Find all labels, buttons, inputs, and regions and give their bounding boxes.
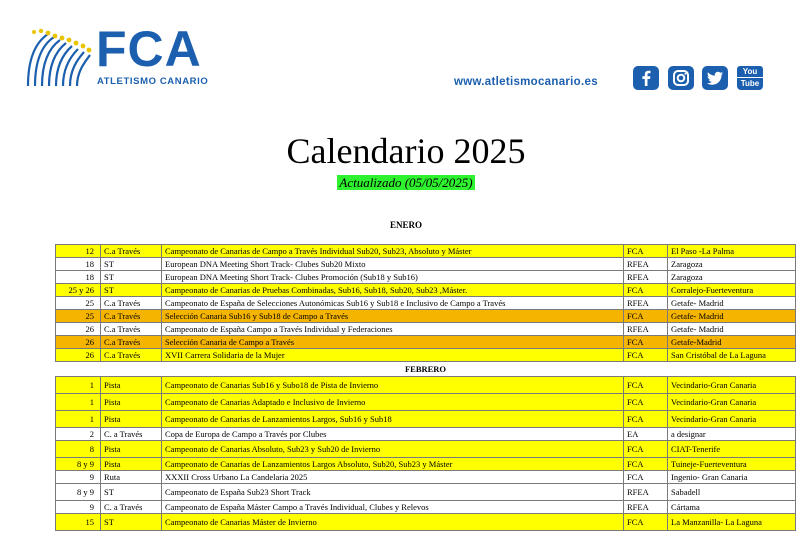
event-organizer: FCA: [624, 245, 668, 258]
event-organizer: FCA: [624, 336, 668, 349]
event-name: Campeonato de Canarias de Lanzamientos Largos, Sub16 y Sub18: [162, 411, 624, 428]
event-organizer: FCA: [624, 458, 668, 471]
event-place: Vecindario-Gran Canaria: [668, 411, 796, 428]
event-date: 25 y 26: [56, 284, 101, 297]
month-label-enero: ENERO: [389, 220, 422, 230]
event-place: Vecindario-Gran Canaria: [668, 394, 796, 411]
table-row: [56, 284, 796, 297]
logo-text: FCA: [96, 21, 202, 77]
event-name: Campeonato de España Campo a Través Individual y Federaciones: [162, 323, 624, 336]
event-type: C.a Través: [101, 336, 162, 349]
table-row: [56, 297, 796, 310]
event-date: 8 y 9: [56, 484, 101, 501]
event-date: 25: [56, 297, 101, 310]
youtube-label-bottom: Tube: [737, 78, 763, 90]
event-type: C.a Través: [101, 323, 162, 336]
table-row: [56, 271, 796, 284]
facebook-icon[interactable]: [633, 66, 659, 90]
event-place: CIAT-Tenerife: [668, 441, 796, 458]
event-type: Pista: [101, 394, 162, 411]
event-date: 18: [56, 271, 101, 284]
youtube-icon[interactable]: [737, 66, 763, 90]
event-organizer: FCA: [624, 441, 668, 458]
event-name: Campeonato de España Máster Campo a Través Individual, Clubes y Relevos: [162, 501, 624, 514]
event-date: 1: [56, 394, 101, 411]
febrero-header: [56, 362, 796, 377]
table-row: [56, 394, 796, 411]
event-type: C.a Través: [101, 310, 162, 323]
instagram-icon[interactable]: [668, 66, 694, 90]
event-place: a designar: [668, 428, 796, 441]
febrero-rows: [56, 377, 796, 531]
event-date: 1: [56, 411, 101, 428]
event-place: San Cristóbal de La Laguna: [668, 349, 796, 362]
event-organizer: FCA: [624, 411, 668, 428]
event-date: 2: [56, 428, 101, 441]
event-place: El Paso -La Palma: [668, 245, 796, 258]
event-name: Campeonato de Canarias Adaptado e Inclusivo de Invierno: [162, 394, 624, 411]
event-place: Zaragoza: [668, 258, 796, 271]
event-organizer: FCA: [624, 471, 668, 484]
table-row: [56, 310, 796, 323]
calendar-table: [55, 244, 796, 531]
event-date: 26: [56, 323, 101, 336]
event-place: Vecindario-Gran Canaria: [668, 377, 796, 394]
event-organizer: RFEA: [624, 271, 668, 284]
event-date: 8 y 9: [56, 458, 101, 471]
table-row: [56, 411, 796, 428]
event-name: European DNA Meeting Short Track- Clubes Sub20 Mixto: [162, 258, 624, 271]
event-organizer: FCA: [624, 349, 668, 362]
event-organizer: RFEA: [624, 484, 668, 501]
event-name: Campeonato de Canarias de Lanzamientos Largos Absoluto, Sub20, Sub23 y Máster: [162, 458, 624, 471]
event-date: 26: [56, 349, 101, 362]
table-row: [56, 471, 796, 484]
table-row: [56, 245, 796, 258]
event-place: Getafe- Madrid: [668, 297, 796, 310]
event-type: Ruta: [101, 471, 162, 484]
event-place: La Manzanilla- La Laguna: [668, 514, 796, 531]
event-place: Cártama: [668, 501, 796, 514]
event-organizer: FCA: [624, 394, 668, 411]
event-date: 26: [56, 336, 101, 349]
event-organizer: FCA: [624, 284, 668, 297]
event-place: Zaragoza: [668, 271, 796, 284]
table-row: [56, 484, 796, 501]
table-row: [56, 323, 796, 336]
event-date: 1: [56, 377, 101, 394]
updated-label: Actualizado (05/05/2025): [339, 175, 473, 190]
event-type: C.a Través: [101, 297, 162, 310]
event-name: Campeonato de España Sub23 Short Track: [162, 484, 624, 501]
event-name: Copa de Europa de Campo a Través por Clubes: [162, 428, 624, 441]
event-organizer: RFEA: [624, 501, 668, 514]
event-date: 15: [56, 514, 101, 531]
event-organizer: FCA: [624, 514, 668, 531]
event-name: Selección Canaria Sub16 y Sub18 de Campo a Través: [162, 310, 624, 323]
event-place: Corralejo-Fuerteventura: [668, 284, 796, 297]
event-place: Getafe- Madrid: [668, 323, 796, 336]
event-type: ST: [101, 258, 162, 271]
event-date: 12: [56, 245, 101, 258]
table-row: [56, 441, 796, 458]
table-row: [56, 458, 796, 471]
event-place: Ingenio- Gran Canaria: [668, 471, 796, 484]
enero-rows: [56, 245, 796, 362]
event-organizer: FCA: [624, 310, 668, 323]
event-date: 18: [56, 258, 101, 271]
event-type: Pista: [101, 377, 162, 394]
event-type: ST: [101, 514, 162, 531]
event-organizer: RFEA: [624, 323, 668, 336]
logo-subtitle: ATLETISMO CANARIO: [97, 76, 209, 87]
event-type: Pista: [101, 411, 162, 428]
event-type: Pista: [101, 441, 162, 458]
event-place: Getafe-Madrid: [668, 336, 796, 349]
event-name: Campeonato de Canarias de Pruebas Combinadas, Sub16, Sub18, Sub20, Sub23 ,Máster.: [162, 284, 624, 297]
event-organizer: RFEA: [624, 258, 668, 271]
event-type: ST: [101, 284, 162, 297]
event-date: 9: [56, 501, 101, 514]
month-label-febrero: FEBRERO: [404, 363, 447, 374]
event-type: ST: [101, 271, 162, 284]
event-type: ST: [101, 484, 162, 501]
event-place: Getafe- Madrid: [668, 310, 796, 323]
event-name: Campeonato de Canarias Sub16 y Subo18 de Pista de Invierno: [162, 377, 624, 394]
event-date: 25: [56, 310, 101, 323]
event-organizer: FCA: [624, 377, 668, 394]
event-name: XXXII Cross Urbano La Candelaria 2025: [162, 471, 624, 484]
event-place: Tuineje-Fuerteventura: [668, 458, 796, 471]
website-link[interactable]: www.atletismocanario.es: [454, 76, 598, 88]
event-type: C.a Través: [101, 245, 162, 258]
event-name: Campeonato de España de Selecciones Autonómicas Sub16 y Sub18 e Inclusivo de Campo a Través: [162, 297, 624, 310]
table-row: [56, 501, 796, 514]
table-row: [56, 514, 796, 531]
table-row: [56, 336, 796, 349]
fca-logo-mark-icon: [22, 28, 94, 86]
event-name: Campeonato de Canarias Máster de Invierno: [162, 514, 624, 531]
table-row: [56, 258, 796, 271]
event-date: 8: [56, 441, 101, 458]
event-type: Pista: [101, 458, 162, 471]
event-type: C. a Través: [101, 501, 162, 514]
event-name: Campeonato de Canarias Absoluto, Sub23 y Sub20 de Invierno: [162, 441, 624, 458]
page-title: Calendario 2025: [286, 131, 526, 171]
twitter-icon[interactable]: [702, 66, 728, 90]
updated-wrap: [0, 174, 812, 192]
event-organizer: EA: [624, 428, 668, 441]
event-type: C.a Través: [101, 349, 162, 362]
event-type: C. a Través: [101, 428, 162, 441]
youtube-label-top: You: [737, 66, 763, 77]
table-row: [56, 377, 796, 394]
event-place: Sabadell: [668, 484, 796, 501]
table-row: [56, 428, 796, 441]
table-row: [56, 349, 796, 362]
event-date: 9: [56, 471, 101, 484]
event-name: European DNA Meeting Short Track- Clubes Promoción (Sub18 y Sub16): [162, 271, 624, 284]
event-name: Selección Canaria de Campo a Través: [162, 336, 624, 349]
event-organizer: RFEA: [624, 297, 668, 310]
event-name: XVII Carrera Solidaria de la Mujer: [162, 349, 624, 362]
event-name: Campeonato de Canarias de Campo a Través Individual Sub20, Sub23, Absoluto y Máster: [162, 245, 624, 258]
